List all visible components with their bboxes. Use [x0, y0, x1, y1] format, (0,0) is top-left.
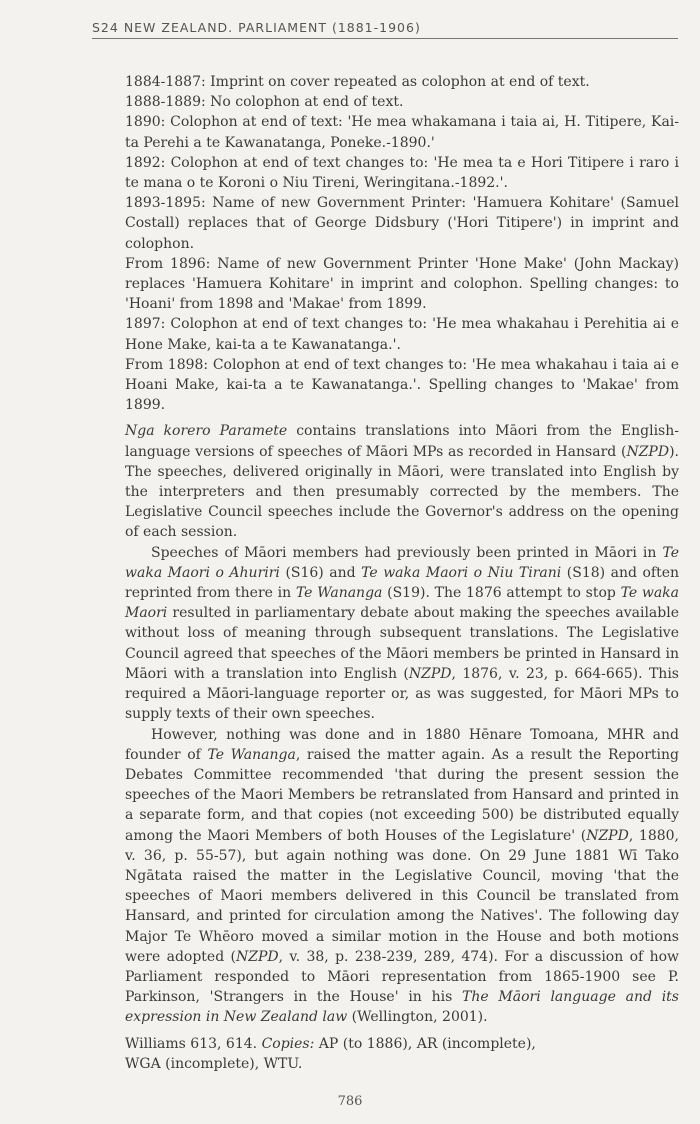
description-paragraph: Nga korero Paramete contains translations into Māori from the English-language versions of speeches of Māori MPs as recorded in Hansard (NZPD). The speeches, delivered originally in Māori, were translated into English by the interpreters and then presumably corrected by the members. The Legislative Council speeches include the Governor's address on the opening of each session.: [125, 423, 679, 541]
title-italic: Nga korero Paramete: [125, 423, 288, 440]
references-line: WGA (incomplete), WTU.: [125, 1055, 303, 1072]
note-line: 1890: Colophon at end of text: 'He mea whakamana i taia ai, H. Titipere, Kai-ta Perehi a te Kawanatanga, Poneke.-1890.': [125, 114, 679, 151]
running-header: S24 NEW ZEALAND. PARLIAMENT (1881-1906): [92, 20, 421, 35]
note-line: 1892: Colophon at end of text changes to: 'He mea ta e Hori Titipere i raro i te mana o te Koroni o Niu Tireni, Weringitana.-1892.'.: [125, 154, 679, 192]
header-rule: [92, 38, 678, 39]
history-paragraph: Speeches of Māori members had previously been printed in Māori in Te waka Maori o Ahuriri (S16) and Te waka Maori o Niu Tirani (S18) and often reprinted from there in Te Wananga (S19). The 1876 attempt to stop Te waka Maori resulted in parliamentary debate about making the speeches available without loss of meaning through subsequent translations. The Legislative Council agreed that speeches of the Māori members be printed in Hansard in Māori with a translation into English (NZPD, 1876, v. 23, p. 664-665). This required a Māori-language reporter or, as was suggested, for Māori MPs to supply texts of their own speeches.: [125, 544, 680, 723]
history-paragraph: However, nothing was done and in 1880 Hēnare Tomoana, MHR and founder of Te Wananga, raised the matter again. As a result the Reporting Debates Committee recommended 'that during the present session the speeches of the Maori Members be retranslated from Hansard and printed in a separate form, and that copies (not exceeding 500) be distributed equally among the Maori Members of both Houses of the Legislature' (NZPD, 1880, v. 36, p. 55-57), but again nothing was done. On 29 June 1881 Wī Tako Ngātata raised the matter in the Legislative Council, moving 'that the speeches of Maori members delivered in this Council be translated from Hansard, and printed for circulation among the Natives'. The following day Major Te Whēoro moved a similar motion in the House and both motions were adopted (NZPD, v. 38, p. 238-239, 289, 474). For a discussion of how Parliament responded to Māori representation from 1865-1900 see P. Parkinson, 'Strangers in the House' in his The Māori language and its expression in New Zealand law (Wellington, 2001).: [125, 726, 680, 1026]
references-line: Williams 613, 614. Copies: AP (to 1886), AR (incomplete),: [125, 1035, 536, 1052]
references-block: [125, 1034, 679, 1074]
page-number: 786: [337, 1094, 363, 1109]
note-line: 1884-1887: Imprint on cover repeated as colophon at end of text.: [125, 74, 590, 90]
copies-label: Copies:: [261, 1035, 315, 1052]
note-line: 1893-1895: Name of new Government Printer: 'Hamuera Kohitare' (Samuel Costall) replaces that of George Didsbury ('Hori Titipere') in imprint and colophon.: [125, 195, 679, 252]
note-line: From 1896: Name of new Government Printer 'Hone Make' (John Mackay) replaces 'Hamuera Kohitare' in imprint and colophon. Spelling changes: to 'Hoani' from 1898 and 'Makae' from 1899.: [125, 255, 679, 313]
note-line: From 1898: Colophon at end of text changes to: 'He mea whakahau i taia ai e Hoani Make, kai-ta a te Kawanatanga.'. Spelling changes to 'Makae' from 1899.: [125, 356, 679, 414]
note-line: 1897: Colophon at end of text changes to: 'He mea whakahau i Perehitia ai e Hone Make, kai-ta a te Kawanatanga.'.: [125, 316, 679, 353]
main-text: [125, 72, 679, 1074]
note-line: 1888-1889: No colophon at end of text.: [125, 94, 404, 111]
